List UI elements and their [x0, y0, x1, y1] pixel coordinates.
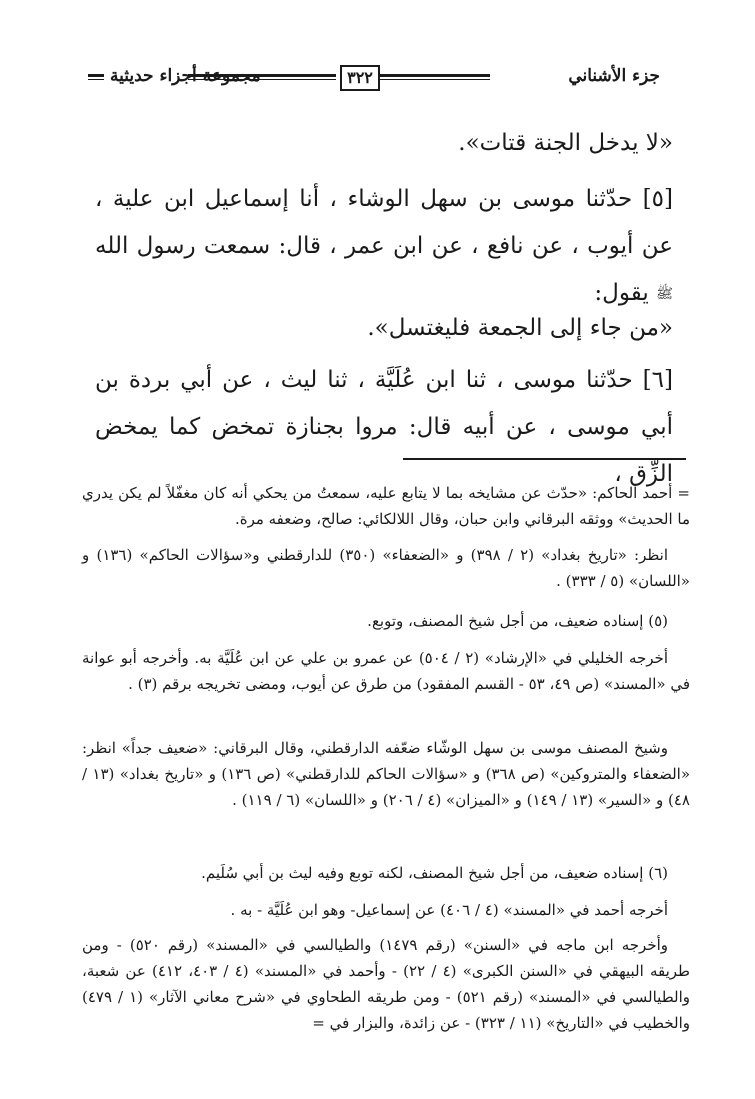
header-rule-far-left-bottom [88, 79, 104, 80]
footnote-5-narrator-text: وشيخ المصنف موسى بن سهل الوشّاء ضعّفه الدارقطني، وقال البرقاني: «ضعيف جداً» انظر: «الضعفاء والمتروكين» (ص ٣٦٨) و «سؤالات الحاكم للدارقطني» (ص ١٣٦) و «تاريخ بغداد» (١٣ / ٤٨) و «السير» (١٣ / ١٤٩) و «الميزان» (٤ / ٢٠٦) و «اللسان» (٦ / ١١٩) . [82, 739, 690, 809]
footnote-references [82, 542, 690, 594]
hadith-5-isnad [95, 176, 673, 317]
header-rule-left-bottom [380, 79, 490, 80]
header-rule-far-left [88, 74, 104, 77]
hadith-6-isnad: [٦] حدّثنا موسى ، ثنا ابن عُلَيَّة ، ثنا ليث ، عن أبي بردة بن أبي موسى ، عن أبيه قال: مروا بجنازة تمخض كما يمخض الزِّق ، [95, 367, 673, 487]
running-book-title: جزء الأشناني [568, 66, 660, 86]
footnote-6-takhrij-text: أخرجه أحمد في «المسند» (٤ / ٤٠٦) عن إسماعيل- وهو ابن عُلَيَّة - به . [230, 901, 668, 919]
footnote-5-takhrij [82, 645, 690, 697]
footnote-5-grading-text: (٥) إسناده ضعيف، من أجل شيخ المصنف، وتوبع. [367, 612, 668, 630]
footnote-5-narrator [82, 735, 690, 813]
footnote-6-grading-text: (٦) إسناده ضعيف، من أجل شيخ المصنف، لكنه توبع وفيه ليث بن أبي سُلَيم. [201, 864, 668, 882]
footnote-5-takhrij-text: أخرجه الخليلي في «الإرشاد» (٢ / ٥٠٤) عن عمرو بن علي عن ابن عُلَيَّة به. وأخرجه أبو عوانة في «المسند» (ص ٤٩، ٥٣ - القسم المفقود) من طرق عن أيوب، ومضى تخريجه برقم (٣) . [82, 649, 690, 693]
running-header [88, 62, 668, 102]
hadith-5-matn: «من جاء إلى الجمعة فليغتسل». [367, 315, 673, 341]
footnote-references-text: انظر: «تاريخ بغداد» (٢ / ٣٩٨) و «الضعفاء» (٣٥٠) للدارقطني و«سؤالات الحاكم» (١٣٦) و «اللسان» (٥ / ٣٣٣) . [82, 546, 690, 590]
footnote-5-grading [82, 608, 690, 634]
header-rule-left-top [380, 74, 490, 77]
hadith-5-text-end: يقول: [594, 280, 649, 306]
footnote-6-sources-text: وأخرجه ابن ماجه في «السنن» (رقم ١٤٧٩) والطيالسي في «المسند» (رقم ٥٢٠) - ومن طريقه البيهقي في «السنن الكبرى» (٤ / ٢٢) - وأحمد في «المسند» (٤ / ٤٠٣، ٤١٢) عن شعبة، والطيالسي في «المسند» (رقم ٥٢١) - ومن طريقه الطحاوي في «شرح معاني الآثار» (١ / ٤٧٩) والخطيب في «التاريخ» (١١ / ٣٢٣) - عن زائدة، والبزار في = [82, 936, 690, 1032]
footnote-6-takhrij [82, 897, 690, 923]
hadith-5-text: [٥] حدّثنا موسى بن سهل الوشاء ، أنا إسماعيل ابن علية ، عن أيوب ، عن نافع ، عن ابن عمر ، قال: سمعت رسول الله [95, 186, 673, 259]
footnote-6-grading [82, 860, 690, 886]
footnote-continuation: = أحمد الحاكم: «حدّث عن مشايخه بما لا يتابع عليه، سمعتُ من يحكي أنه كان مغفّلاً لم يكن يدري ما الحديث» ووثقه البرقاني وابن حبان، وقال اللالكائي: صالح، وضعفه مرة. [82, 484, 690, 528]
footnote-separator [403, 458, 686, 460]
salawat-glyph: ﷺ [656, 286, 673, 302]
running-series-title: مجموعة أجزاء حديثية [110, 66, 261, 86]
footnote-6-sources [82, 932, 690, 1036]
page-number: ٣٢٢ [340, 65, 380, 91]
hadith-text-end: «لا يدخل الجنة قتات». [458, 130, 673, 156]
